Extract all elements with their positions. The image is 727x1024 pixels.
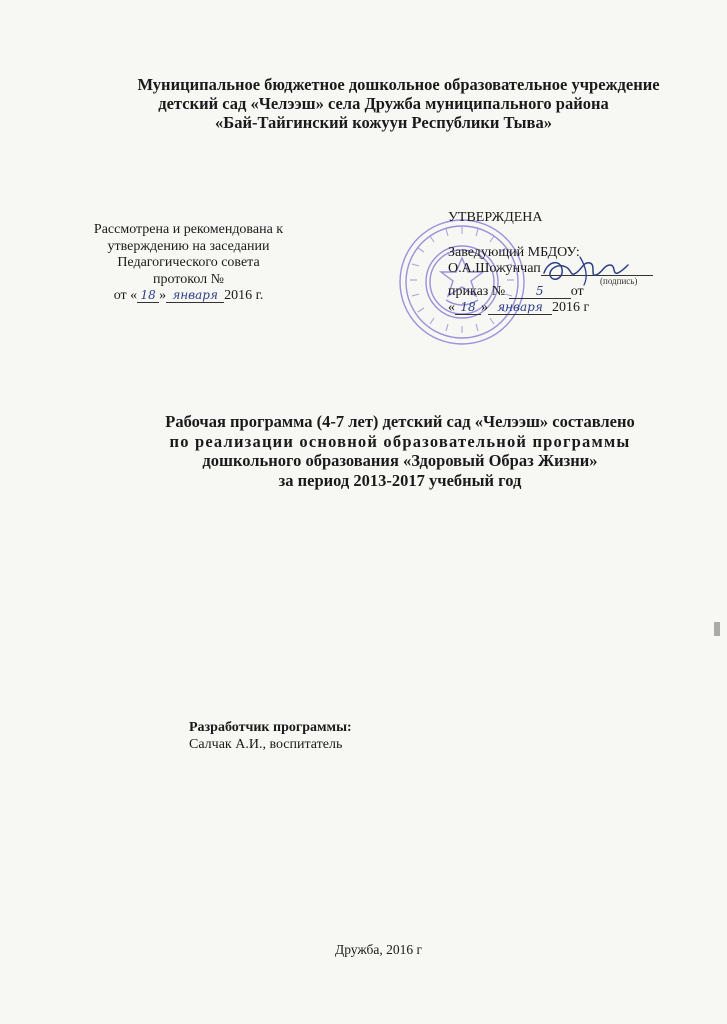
scan-edge-mark (714, 622, 720, 636)
place-year: Дружба, 2016 г (334, 942, 423, 957)
approval-date-month: января (488, 301, 552, 315)
review-date-day: 18 (137, 289, 159, 303)
review-line-2: утверждению на заседании (107, 238, 270, 254)
review-date-prefix: от « (113, 288, 138, 303)
review-date (86, 288, 291, 305)
review-date-month: января (166, 289, 224, 303)
header-line-2: детский сад «Челээш» села Дружба муниципального района (158, 94, 609, 113)
protocol-number: протокол № (153, 271, 224, 287)
review-date-year: 2016 г. (224, 288, 264, 303)
review-date-mid: » (159, 288, 167, 303)
approval-date-year: 2016 г (552, 300, 590, 315)
order-number: 5 (509, 285, 571, 299)
head-position: Заведующий МБДОУ: (448, 244, 580, 260)
header-line-3: «Бай-Тайгинский кожуун Республики Тыва» (215, 113, 552, 132)
title-line-1: Рабочая программа (4-7 лет) детский сад «Челээш» составлено (165, 412, 635, 431)
order-from: от (570, 283, 584, 299)
approval-date-mid: » (481, 300, 488, 315)
developer-name: Салчак А.И., воспитатель (189, 737, 343, 752)
approval-date-prefix: « (448, 300, 455, 315)
order-label: приказ № (448, 283, 506, 299)
review-block (86, 222, 291, 305)
approval-date-day: 18 (455, 301, 481, 315)
institution-header (0, 75, 727, 132)
title-line-3: дошкольного образования «Здоровый Образ Жизни» (202, 451, 598, 470)
title-line-4: за период 2013-2017 учебный год (278, 470, 522, 490)
review-line-1: Рассмотрена и рекомендована к (93, 222, 284, 237)
header-line-1: Муниципальное бюджетное дошкольное образовательное учреждение (137, 75, 660, 94)
approved-label: УТВЕРЖДЕНА (448, 210, 543, 225)
program-title (140, 412, 660, 490)
head-name: О.А.Шожунчап (448, 261, 541, 276)
handwritten-signature (540, 253, 630, 289)
signature-caption: (подпись) (600, 276, 638, 286)
approval-date (448, 300, 688, 317)
developer-label: Разработчик программы: (189, 720, 352, 735)
review-line-3: Педагогического совета (117, 255, 260, 270)
title-line-2: по реализации основной образовательной программы (169, 431, 631, 451)
developer-block (189, 719, 352, 753)
